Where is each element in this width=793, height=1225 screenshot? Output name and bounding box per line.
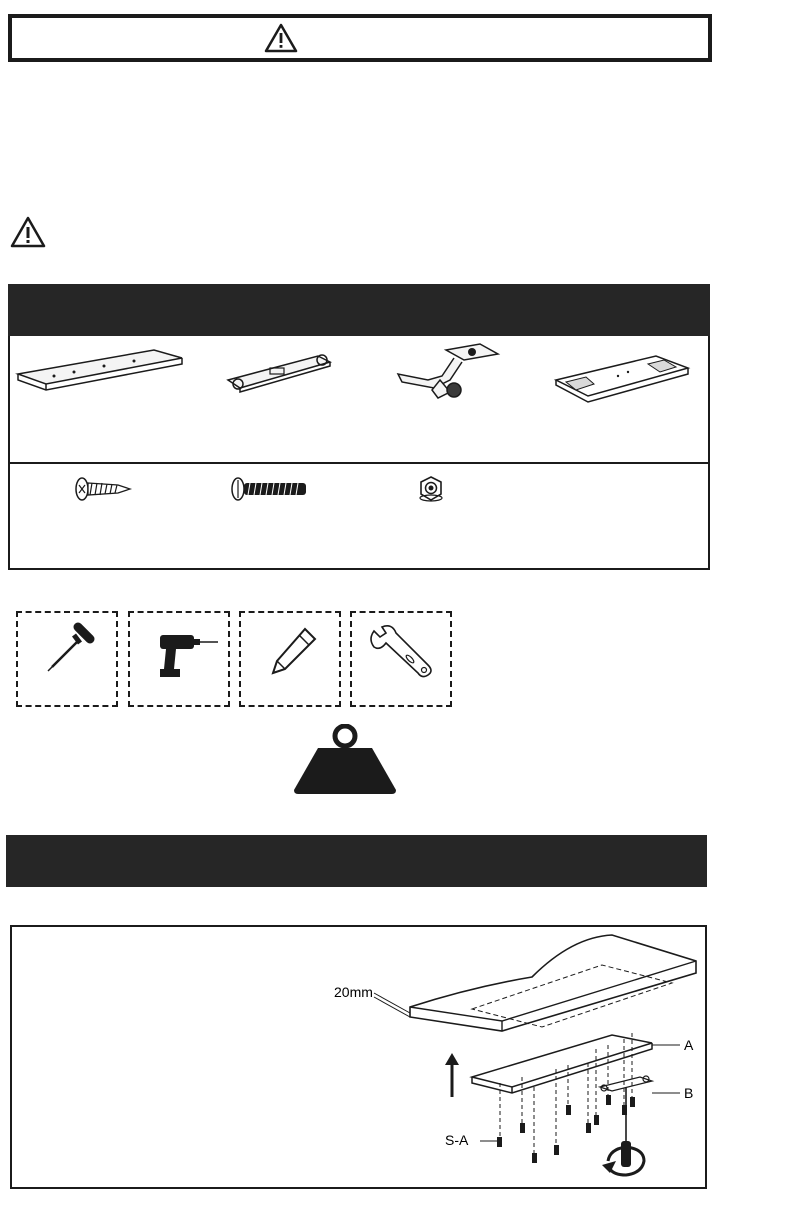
warning-triangle-icon [264, 23, 298, 53]
step-diagram-box [10, 925, 707, 1189]
tool-wrench [350, 611, 452, 707]
tool-power-drill [128, 611, 230, 707]
adjustable-wrench-icon [352, 613, 452, 707]
part-a-bracket-icon [14, 344, 186, 394]
warning-banner [8, 14, 712, 62]
warning-triangle-icon [10, 216, 46, 248]
screwdriver-icon [18, 613, 118, 707]
part-b-plate-icon [228, 355, 330, 392]
step-header [6, 835, 707, 887]
parts-divider [8, 462, 710, 464]
screw-sa-label: S-A [445, 1132, 469, 1148]
machine-bolt-icon [230, 476, 310, 502]
part-c-mechanism-icon [394, 340, 506, 406]
part-b-label: B [684, 1085, 694, 1101]
power-drill-icon [130, 613, 230, 707]
tool-screwdriver [16, 611, 118, 707]
part-d-keyboard-tray-icon [552, 350, 692, 408]
flange-nut-icon [416, 474, 446, 504]
wood-screw-icon [74, 476, 134, 502]
tool-pencil [239, 611, 341, 707]
parts-list-header [8, 284, 710, 336]
thickness-label: 20mm [334, 984, 373, 1000]
weight-icon [292, 724, 398, 796]
part-a-label: A [684, 1037, 694, 1053]
pencil-icon [241, 613, 341, 707]
assembly-diagram [12, 927, 705, 1187]
caution-icon-wrapper [10, 216, 46, 253]
